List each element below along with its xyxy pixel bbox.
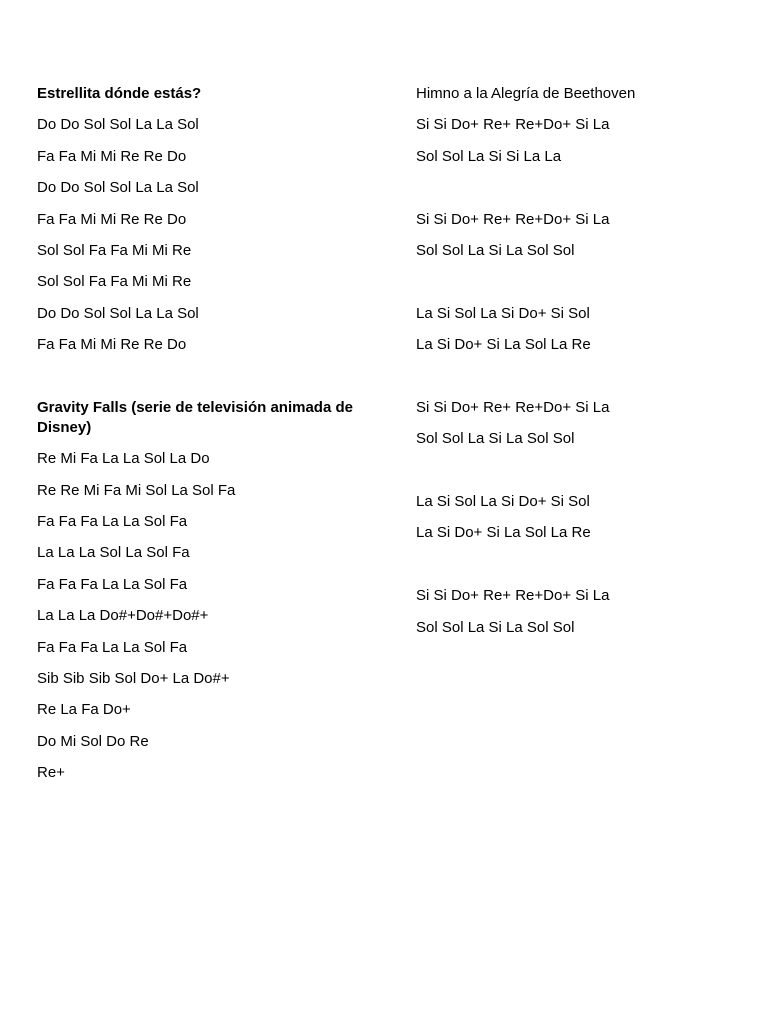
- note-line: Sol Sol Fa Fa Mi Mi Re: [37, 241, 192, 259]
- song-title: Himno a la Alegría de Beethoven: [416, 85, 636, 102]
- note-line: Sol Sol Fa Fa Mi Mi Re: [37, 273, 192, 291]
- note-line: Fa Fa Mi Mi Re Re Do: [37, 336, 187, 354]
- note-line: Sol Sol La Si La Sol Sol: [416, 618, 575, 636]
- stanza-spacer: [416, 272, 756, 292]
- note-line: La La La Do#+Do#+Do#+: [37, 607, 209, 625]
- note-line: Si Si Do+ Re+ Re+Do+ Si La: [416, 210, 610, 228]
- note-line: Do Do Sol Sol La La Sol: [37, 179, 199, 197]
- note-line: La Si Do+ Si La Sol La Re: [416, 524, 591, 542]
- note-line: Sol Sol La Si La Sol Sol: [416, 430, 575, 448]
- note-line: Re La Fa Do+: [37, 701, 131, 719]
- note-line: Sol Sol La Si Si La La: [416, 147, 562, 165]
- note-line: Re+: [37, 764, 65, 782]
- song-himno-alegria: [416, 84, 756, 638]
- note-line: Fa Fa Mi Mi Re Re Do: [37, 147, 187, 165]
- song-title: Estrellita dónde estás?: [37, 85, 202, 102]
- note-line: Re Mi Fa La La Sol La Do: [37, 450, 210, 468]
- note-line: Si Si Do+ Re+ Re+Do+ Si La: [416, 587, 610, 605]
- note-line: La Si Do+ Si La Sol La Re: [416, 336, 591, 354]
- note-line: Re Re Mi Fa Mi Sol La Sol Fa: [37, 481, 236, 499]
- note-line: Do Do Sol Sol La La Sol: [37, 304, 199, 322]
- note-line: Fa Fa Mi Mi Re Re Do: [37, 210, 187, 228]
- left-column: [37, 84, 377, 795]
- note-line: Do Mi Sol Do Re: [37, 732, 149, 750]
- stanza-spacer: [416, 461, 756, 481]
- note-line: La Si Sol La Si Do+ Si Sol: [416, 304, 590, 322]
- note-line: Fa Fa Fa La La Sol Fa: [37, 575, 188, 593]
- note-line: Si Si Do+ Re+ Re+Do+ Si La: [416, 116, 610, 134]
- note-line: Fa Fa Fa La La Sol Fa: [37, 513, 188, 531]
- song-title: Gravity Falls (serie de televisión animada de Disney): [37, 398, 353, 436]
- note-line: La Si Sol La Si Do+ Si Sol: [416, 493, 590, 511]
- note-line: Si Si Do+ Re+ Re+Do+ Si La: [416, 398, 610, 416]
- song-estrellita: [37, 84, 377, 355]
- section-spacer: [37, 367, 377, 387]
- right-column: [416, 84, 756, 649]
- note-line: Sol Sol La Si La Sol Sol: [416, 241, 575, 259]
- song-gravity-falls: [37, 398, 377, 783]
- note-line: La La La Sol La Sol Fa: [37, 544, 190, 562]
- note-line: Do Do Sol Sol La La Sol: [37, 116, 199, 134]
- note-line: Fa Fa Fa La La Sol Fa: [37, 638, 188, 656]
- note-line: Sib Sib Sib Sol Do+ La Do#+: [37, 670, 230, 688]
- stanza-spacer: [416, 367, 756, 387]
- stanza-spacer: [416, 555, 756, 575]
- stanza-spacer: [416, 178, 756, 198]
